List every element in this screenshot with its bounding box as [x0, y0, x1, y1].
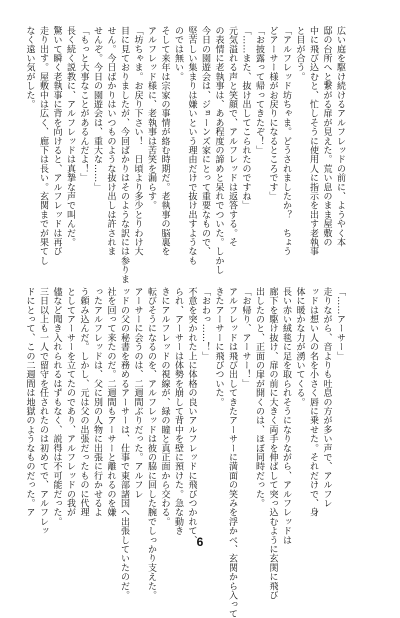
text-column: 走り出す。屋敷中は広く、廊下は長い。玄関までが果てし	[38, 26, 48, 266]
text-column: ったアルフレッドは、父に別の人物に出張に行かせるよ	[92, 287, 102, 517]
text-column: 「もっと大事なことがあるんだよ！」	[78, 26, 89, 183]
text-column: 「……アーサー」	[335, 287, 345, 361]
text-column: 儘など聞き入れられるはずもなく、説得は不可能だった。	[51, 287, 62, 527]
text-column: 「お帰り、アーサー！」	[240, 287, 251, 389]
text-column: のでは無い。	[173, 26, 183, 82]
upper-text-block	[24, 26, 346, 284]
text-column: 今日の園遊会は、ジョーンズ家にとって重要なもので、	[200, 26, 210, 256]
text-column: せんぞ。今日の園遊会は、重大な……」	[92, 26, 102, 192]
text-column: 邸の台所へと繋がる扉が見えた。荒い息のまま屋敷の	[321, 26, 332, 247]
text-column: 出したのと、正面の扉が開くのは、ほぼ同時だった。	[254, 287, 264, 508]
text-column: 「お披露って帰ってきたぞ！」	[254, 26, 264, 155]
text-column: 驚いて瞬く老執事に背を向けると、アルフレッドは再び	[51, 26, 62, 256]
text-column: 不意を突かれた上に体格の良いアルフレッドに飛びつかれて、	[186, 287, 197, 545]
text-column: 「……また、抜け出してこられたのですね」	[240, 26, 251, 210]
text-column: 社を回って来たのだ。二週間もアーサーと離れるのを嫌	[105, 287, 116, 517]
text-column: 中に飛び込むと、忙しそうに使用人に指示を出す老執事	[308, 26, 318, 256]
text-column: せん。今日ばかりはいつものような抜け出しは許されま	[105, 26, 116, 256]
text-column: う頼み込んだ。しかし、元は父の出張だったものに代理	[78, 287, 89, 517]
text-column: ドにとって、この二週間は地獄のようなものだった。ア	[24, 287, 35, 517]
text-column: 広い庭を駆け続けるアルフレッドの前に、ようやく本	[335, 26, 345, 247]
text-column: と目が合う。	[294, 26, 305, 82]
text-column: 三日以上も一人で留守を任されたのは初めてで、アルフレッ	[38, 287, 48, 536]
text-column: ッドの父の秘書を務めるアーサーは、仕事で東部諸国へ出張していたのだ。	[119, 287, 129, 600]
text-column: られ、アーサーは体勢を崩して背中を壁に預けた。急な動き	[173, 287, 183, 536]
text-column: 元気溢れる声と笑顔で、アルフレッドは返答する。そ	[227, 26, 237, 247]
text-column: きにアルフレッドの視線が、緑の瞳と真正面から交わる。	[159, 287, 170, 527]
text-column: としてアーサーを立てたのであり、アルフレッドの我が	[65, 287, 75, 517]
text-column: 「アルフレッド坊ちゃま。どうされましたか？ ちょう	[281, 26, 291, 256]
text-column: 長い赤い絨毯に足を取られそうになりながら、アルフレッドは	[281, 287, 291, 545]
lower-text-block	[24, 287, 346, 618]
text-column: ッドは想い人の名を小さく唇に乗せた。それだけで、身	[308, 287, 318, 517]
text-column: なく遠い気がした。	[24, 26, 35, 109]
text-column: 走りながら、音よりも吐息の方が多い声で、アルフレ	[321, 287, 332, 508]
text-column: アルフレッドは飛び出してきたアーサーに満面の笑みを浮かべ、玄関から入って	[227, 287, 237, 618]
text-column: アーサーに会うのは、二週間ぶりだった。アルフレ	[132, 287, 143, 499]
text-column: アルフレッド様に、老執事は苦笑を漏らす。	[146, 26, 156, 210]
page-number: 6	[196, 535, 204, 549]
text-column: 目に見ておりましたが、今回ばかりはそのような訳には参りま	[119, 26, 129, 284]
text-column: 「おわっ……！」	[200, 287, 210, 361]
text-column: 廊下を駆け抜け、扉の前に大きく両手を伸ばして突っ込むように玄関に飛び	[267, 287, 278, 600]
text-column: 「坊ちゃま。お戻り下さい！ 日頃より多少とりわけ大	[132, 26, 143, 256]
text-column: の表情に老執事は、ああ程度の諦めと呆れでついた。しかし	[213, 26, 224, 275]
text-column: 堅苦しい集まりは嫌いという理由だけで抜け出すようなも	[186, 26, 197, 266]
text-column: どアーサー様がお戻りになるところです」	[267, 26, 278, 201]
text-column: 転びそうになるのを、アルフレッドは彼の脇に回した腕でしっかり支えた。	[146, 287, 156, 600]
text-column: そして来年は宗家の事情が絡む時期だ。老執事の脳裏を	[159, 26, 170, 256]
text-column: 長く続く説教に、アルフレッドは真摯な声で叫んだ。	[65, 26, 75, 247]
text-column: 体に暖かな力が湧いてくる。	[294, 287, 305, 407]
text-column: きたアーサーに飛びついた。	[213, 287, 224, 407]
